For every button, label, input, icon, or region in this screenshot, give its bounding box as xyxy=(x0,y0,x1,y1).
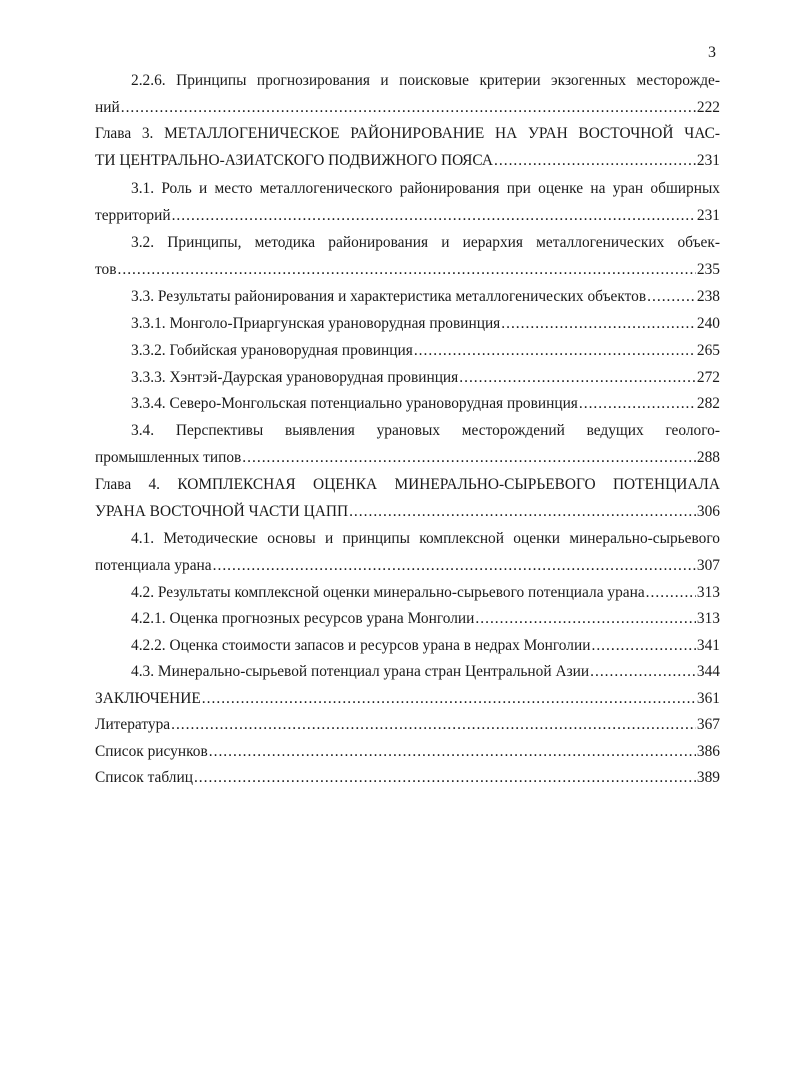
toc-entry-conclusion xyxy=(95,686,720,713)
dot-leader xyxy=(171,712,696,739)
toc-entry-text: ЗАКЛЮЧЕНИЕ xyxy=(95,690,201,707)
toc-entry-literature xyxy=(95,712,720,739)
dot-leader xyxy=(242,445,696,472)
toc-page-number: 282 xyxy=(696,395,720,412)
dot-leader xyxy=(590,659,696,686)
toc-entry-4-2-1 xyxy=(95,606,720,633)
toc-entry-text: территорий xyxy=(95,206,171,224)
toc-entry-text: 3.4. Перспективы выявления урановых месторождений ведущих геолого- xyxy=(131,422,720,439)
toc-page-number: 222 xyxy=(696,98,720,116)
toc-page-number: 306 xyxy=(696,502,720,520)
toc-entry-text: Литература xyxy=(95,716,171,733)
toc-page-number: 288 xyxy=(696,448,720,466)
toc-entry-text: 3.1. Роль и место металлогенического районирования при оценке на уран обширных xyxy=(131,180,720,197)
toc-entry-text: Глава 4. КОМПЛЕКСНАЯ ОЦЕНКА МИНЕРАЛЬНО-СЫРЬЕВОГО ПОТЕНЦИАЛА xyxy=(95,476,720,493)
toc-entry-3-3-3 xyxy=(95,365,720,392)
toc-entry-text: 3.3.2. Гобийская урановорудная провинция xyxy=(131,342,413,359)
toc-entry-text: промышленных типов xyxy=(95,448,242,466)
toc-entry-text: 4.2. Результаты комплексной оценки минерально-сырьевого потенциала урана xyxy=(131,584,645,601)
dot-leader xyxy=(579,391,696,418)
toc-entry-3-3-1 xyxy=(95,311,720,338)
toc-page-number: 231 xyxy=(696,206,720,224)
toc-entry-text: 3.2. Принципы, методика районирования и иерархия металлогенических объек- xyxy=(131,234,720,251)
toc-entry-list-of-figures xyxy=(95,739,720,766)
toc-page-number: 361 xyxy=(696,690,720,707)
dot-leader xyxy=(591,633,695,660)
dot-leader xyxy=(209,739,696,766)
dot-leader xyxy=(494,148,696,175)
toc-page-number: 313 xyxy=(696,584,720,601)
toc-entry-2-2-6 xyxy=(95,68,720,121)
toc-page-number: 307 xyxy=(696,556,720,574)
toc-page-number: 265 xyxy=(696,342,720,359)
dot-leader xyxy=(202,686,696,713)
toc-entry-3-2 xyxy=(95,230,720,283)
toc-page-number: 389 xyxy=(696,769,720,786)
page-number: 3 xyxy=(708,44,716,61)
toc-entry-text: 4.2.2. Оценка стоимости запасов и ресурсов урана в недрах Монголии xyxy=(131,637,591,654)
toc-entry-text: УРАНА ВОСТОЧНОЙ ЧАСТИ ЦАПП xyxy=(95,502,349,520)
toc-page-number: 231 xyxy=(696,151,720,169)
toc-entry-text: 4.3. Минерально-сырьевой потенциал урана стран Центральной Азии xyxy=(131,663,590,680)
toc-entry-3-3-4 xyxy=(95,391,720,418)
toc-entry-chapter-4 xyxy=(95,472,720,525)
dot-leader xyxy=(121,95,696,122)
toc-entry-text: Список таблиц xyxy=(95,769,193,786)
toc-entry-chapter-3 xyxy=(95,121,720,174)
toc-entry-text: 4.1. Методические основы и принципы комплексной оценки минерально-сырьевого xyxy=(131,530,720,547)
toc-entry-4-1 xyxy=(95,526,720,579)
toc-page-number: 367 xyxy=(696,716,720,733)
toc-page-number: 344 xyxy=(696,663,720,680)
toc-entry-text: 3.3.1. Монголо-Приаргунская урановорудная провинция xyxy=(131,315,501,332)
toc-entry-3-3-2 xyxy=(95,338,720,365)
toc-page-number: 386 xyxy=(696,743,720,760)
toc-entry-text: 3.3. Результаты районирования и характеристика металлогенических объектов xyxy=(131,288,647,305)
dot-leader xyxy=(646,580,696,607)
dot-leader xyxy=(172,203,696,230)
toc-page-number: 240 xyxy=(696,315,720,332)
dot-leader xyxy=(118,257,696,284)
toc-entry-list-of-tables xyxy=(95,765,720,792)
toc-entry-text: 4.2.1. Оценка прогнозных ресурсов урана Монголии xyxy=(131,610,475,627)
toc-entry-text: 2.2.6. Принципы прогнозирования и поисковые критерии экзогенных месторожде- xyxy=(131,72,720,89)
toc-entry-4-3 xyxy=(95,659,720,686)
dot-leader xyxy=(501,311,696,338)
toc-page-number: 272 xyxy=(696,369,720,386)
toc-page-number: 313 xyxy=(696,610,720,627)
toc-entry-text: тов xyxy=(95,260,117,278)
toc-entry-3-4 xyxy=(95,418,720,471)
toc-page-number: 235 xyxy=(696,260,720,278)
toc-entry-text: потенциала урана xyxy=(95,556,212,574)
toc-entry-text: Список рисунков xyxy=(95,743,208,760)
toc-page-number: 238 xyxy=(696,288,720,305)
dot-leader xyxy=(213,553,696,580)
toc-entry-3-1 xyxy=(95,176,720,229)
toc-entry-text: 3.3.4. Северо-Монгольская потенциально урановорудная провинция xyxy=(131,395,578,412)
toc-page-number: 341 xyxy=(696,637,720,654)
toc-entry-4-2-2 xyxy=(95,633,720,660)
toc-entry-text: ний xyxy=(95,98,120,116)
dot-leader xyxy=(475,606,696,633)
toc-entry-text: ТИ ЦЕНТРАЛЬНО-АЗИАТСКОГО ПОДВИЖНОГО ПОЯСА xyxy=(95,151,494,169)
dot-leader xyxy=(414,338,696,365)
toc-entry-4-2 xyxy=(95,580,720,607)
toc-entry-text: Глава 3. МЕТАЛЛОГЕНИЧЕСКОЕ РАЙОНИРОВАНИЕ НА УРАН ВОСТОЧНОЙ ЧАС- xyxy=(95,125,720,142)
dot-leader xyxy=(194,765,696,792)
dot-leader xyxy=(459,365,696,392)
dot-leader xyxy=(349,499,696,526)
toc-entry-3-3 xyxy=(95,284,720,311)
toc-entry-text: 3.3.3. Хэнтэй-Даурская урановорудная провинция xyxy=(131,369,459,386)
dot-leader xyxy=(647,284,696,311)
